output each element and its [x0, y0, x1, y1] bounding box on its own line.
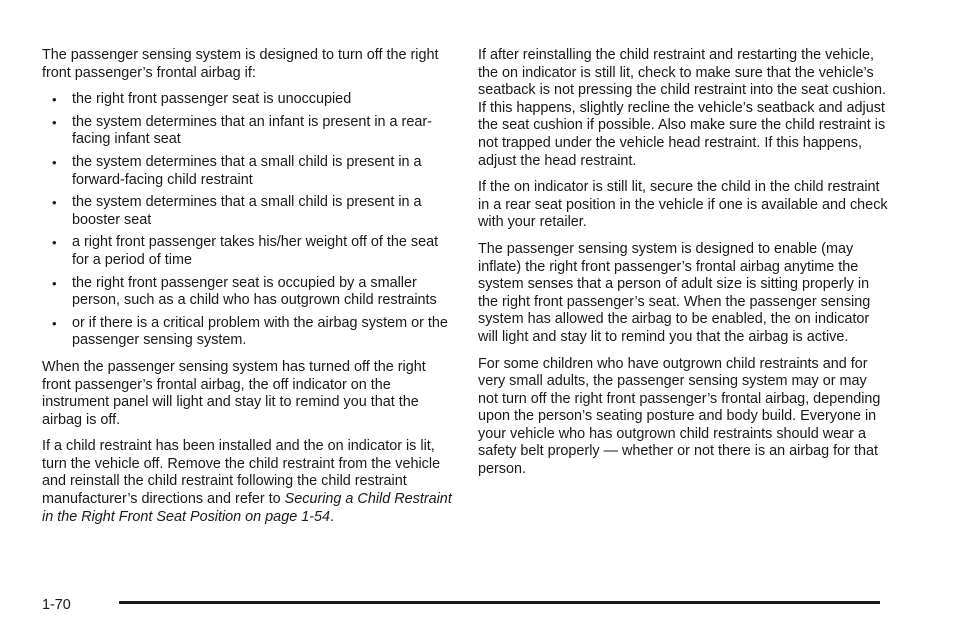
bullet-icon: •	[52, 154, 57, 170]
bullet-icon: •	[52, 235, 57, 251]
intro-paragraph: The passenger sensing system is designed to turn off the right front passenger’s frontal airbag if:	[42, 47, 439, 81]
small-adults-paragraph: For some children who have outgrown child restraints and for very small adults, the passenger sensing system may or may not turn off the right front passenger’s frontal airbag, depending upon the person’s seating posture and body build. Everyone in your vehicle who has outgrown child restraints should wear a safety belt properly — whether or not there is an airbag for that person.	[478, 355, 881, 478]
left-column	[42, 47, 452, 535]
list-item: • the right front passenger seat is unoccupied	[52, 91, 352, 108]
child-restraint-paragraph: If a child restraint has been installed and the on indicator is lit, turn the vehicle off. Remove the child restraint from the vehicle and reinstall the child restraint following the child restraint manufacturer’s directions and refer to Securing a Child Restraint in the Right Front Seat Position on page 1-54.	[42, 438, 452, 525]
enable-airbag-paragraph: The passenger sensing system is designed to enable (may inflate) the right front passenger’s frontal airbag anytime the system senses that a person of adult size is sitting properly in the right front passenger’s seat. When the passenger sensing system has allowed the airbag to be enabled, the on indicator will light and stay lit to remind you that the airbag is active.	[478, 240, 871, 345]
bullet-icon: •	[52, 275, 57, 291]
list-item: • the system determines that an infant is present in a rear-facing infant seat	[52, 113, 432, 148]
airbag-off-conditions-list	[42, 91, 452, 350]
bullet-icon: •	[52, 195, 57, 211]
off-indicator-paragraph: When the passenger sensing system has turned off the right front passenger’s frontal airbag, the off indicator on the instrument panel will light and stay lit to remind you that the airbag is off.	[42, 358, 426, 428]
list-item: • the right front passenger seat is occupied by a smaller person, such as a child who has outgrown child restraints	[52, 274, 437, 309]
bullet-icon: •	[52, 315, 57, 331]
bullet-icon: •	[52, 114, 57, 130]
footer-rule	[119, 601, 880, 604]
list-item: • a right front passenger takes his/her weight off of the seat for a period of time	[52, 234, 439, 268]
still-lit-paragraph: If the on indicator is still lit, secure the child in the child restraint in a rear seat position in the vehicle if one is available and check with your retailer.	[478, 179, 888, 231]
list-item: • the system determines that a small child is present in a forward-facing child restraint	[52, 153, 422, 188]
right-column	[478, 47, 888, 488]
list-item: • or if there is a critical problem with the airbag system or the passenger sensing system.	[52, 314, 448, 349]
list-item: • the system determines that a small child is present in a booster seat	[52, 194, 422, 228]
bullet-icon: •	[52, 92, 57, 108]
cross-reference: Securing a Child Restraint in the Right Front Seat Position on page 1-54	[42, 491, 452, 525]
reinstall-paragraph: If after reinstalling the child restraint and restarting the vehicle, the on indicator is still lit, check to make sure that the vehicle’s seatback is not pressing the child restraint into the seat cushion. If this happens, slightly recline the vehicle’s seatback and adjust the seat cushion if possible. Also make sure the child restraint is not trapped under the vehicle head restraint. If this happens, adjust the head restraint.	[478, 47, 886, 169]
page-number: 1-70	[42, 597, 71, 613]
